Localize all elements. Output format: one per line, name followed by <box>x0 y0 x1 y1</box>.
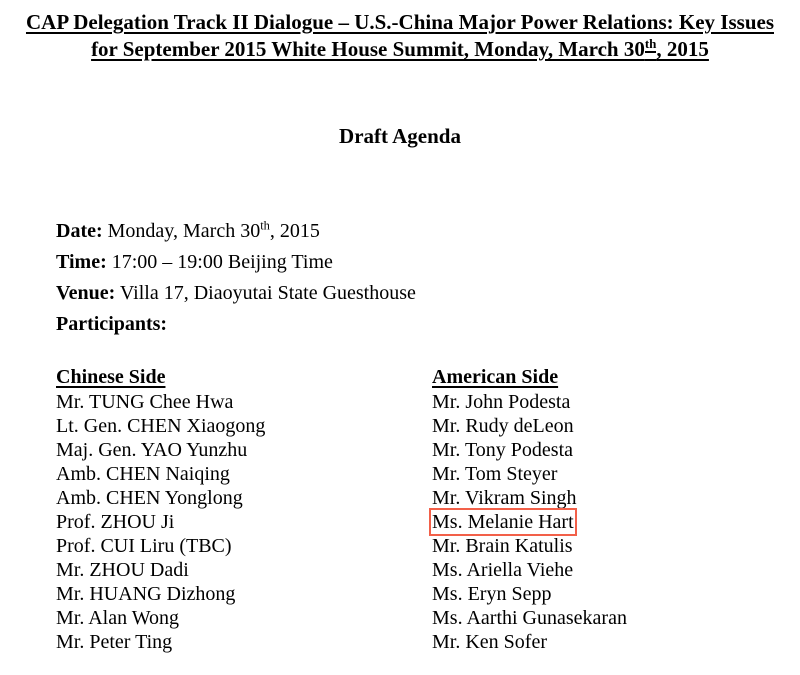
superscript-th: th <box>644 36 657 51</box>
participants-line <box>56 309 800 340</box>
participant-name: Amb. CHEN Yonglong <box>56 487 243 509</box>
participant-name: Mr. Brain Katulis <box>432 535 573 557</box>
participants-columns <box>56 365 800 654</box>
participant-name: Ms. Eryn Sepp <box>432 583 552 605</box>
participant-name: Mr. Vikram Singh <box>432 487 577 509</box>
document-title <box>0 0 800 63</box>
document-title-line2: for September 2015 White House Summit, Monday, March 30th, 2015 <box>91 36 709 61</box>
time-label: Time: <box>56 251 107 273</box>
event-details <box>56 216 800 340</box>
participant-name: Mr. Ken Sofer <box>432 631 547 653</box>
participant-name: Ms. Ariella Viehe <box>432 559 574 581</box>
chinese-side-header: Chinese Side <box>56 366 166 388</box>
participant-name: Ms. Aarthi Gunasekaran <box>432 607 627 629</box>
participant-name: Mr. Tom Steyer <box>432 463 558 485</box>
document-title-line1: CAP Delegation Track II Dialogue – U.S.-China Major Power Relations: Key Issues <box>25 10 774 34</box>
draft-agenda-heading: Draft Agenda <box>339 124 461 148</box>
participant-name: Prof. ZHOU Ji <box>56 511 175 533</box>
participant-name: Prof. CUI Liru (TBC) <box>56 535 232 557</box>
participants-label: Participants: <box>56 313 168 335</box>
participant-name: Mr. ZHOU Dadi <box>56 559 189 581</box>
superscript-th: th <box>260 218 270 233</box>
participant-name: Lt. Gen. CHEN Xiaogong <box>56 415 266 437</box>
participant-name: Mr. John Podesta <box>432 391 571 413</box>
american-side-column <box>432 365 800 654</box>
participant-name: Mr. Tony Podesta <box>432 439 574 461</box>
participant-name-highlighted <box>432 510 800 534</box>
participant-name: Mr. TUNG Chee Hwa <box>56 391 234 413</box>
participant-name: Mr. HUANG Dizhong <box>56 583 236 605</box>
participant-name: Mr. Peter Ting <box>56 631 173 653</box>
participant-name: Amb. CHEN Naiqing <box>56 463 230 485</box>
chinese-side-column <box>56 365 432 654</box>
highlight-box: Ms. Melanie Hart <box>432 511 574 533</box>
participant-name: Mr. Alan Wong <box>56 607 180 629</box>
participant-name: Maj. Gen. YAO Yunzhu <box>56 439 248 461</box>
venue-line: Venue: Villa 17, Diaoyutai State Guesthouse <box>56 282 416 304</box>
date-line: Date: Monday, March 30th, 2015 <box>56 218 320 242</box>
venue-label: Venue: <box>56 282 116 304</box>
participant-name: Mr. Rudy deLeon <box>432 415 574 437</box>
american-side-header: American Side <box>432 366 559 388</box>
date-label: Date: <box>56 220 103 242</box>
time-line: Time: 17:00 – 19:00 Beijing Time <box>56 251 333 273</box>
